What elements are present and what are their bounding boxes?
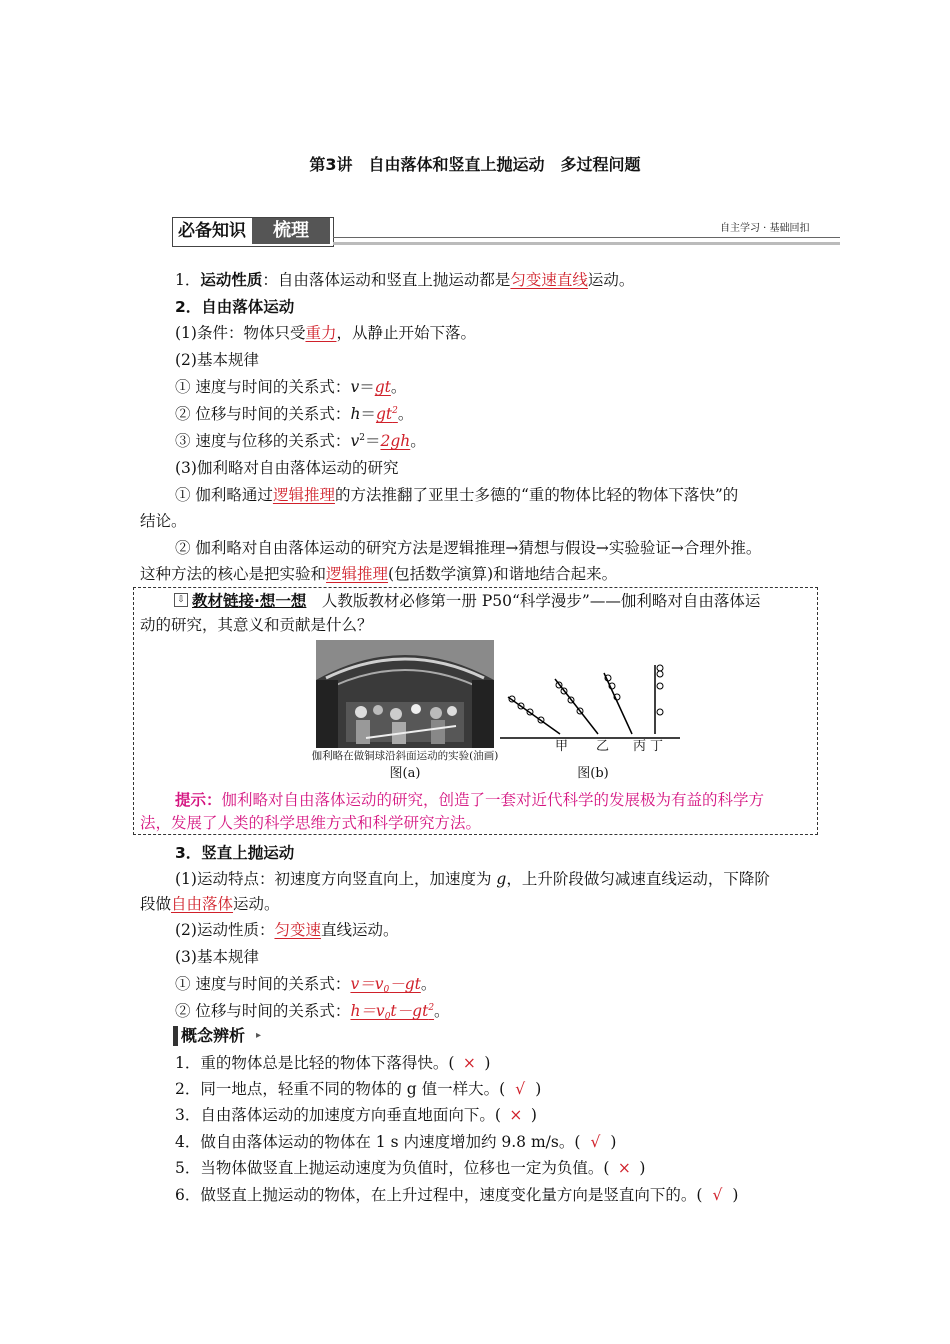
incline-diagram: [500, 655, 680, 740]
section-banner: [172, 217, 840, 247]
box-text-2: 动的研究，其意义和贡献是什么？: [140, 616, 373, 634]
box-text-1: 教材链接·想一想 人教版教材必修第一册 P50“科学漫步”——伽利略对自由落体运: [192, 592, 761, 610]
item-2-1: (1)条件：物体只受重力，从静止开始下落。: [175, 324, 476, 342]
galileo-1: ① 伽利略通过逻辑推理的方法推翻了亚里士多德的“重的物体比轻的物体下落快”的: [175, 486, 739, 504]
hint-line-1: 提示：伽利略对自由落体运动的研究，创造了一套对近代科学的发展极为有益的科学方: [175, 791, 765, 809]
incline-label-4: 丁: [650, 739, 664, 754]
banner-right-text: 自主学习 · 基础回扣: [720, 223, 810, 234]
galileo-2: ② 伽利略对自由落体运动的研究方法是逻辑推理→猜想与假设→实验验证→合理外推。: [175, 539, 762, 557]
hint-line-2: 法，发展了人类的科学思维方式和科学研究方法。: [140, 814, 482, 832]
incline-label-3: 丙: [633, 739, 647, 754]
formula-v-gt: ① 速度与时间的关系式：v＝gt。: [175, 378, 407, 396]
item-3-2: (2)运动性质：匀变速直线运动。: [175, 921, 399, 939]
banner-label: 必备知识: [178, 221, 246, 241]
down-arrow-icon: ⇩: [174, 593, 188, 607]
item-3-1: (1)运动特点：初速度方向竖直向上，加速度为 g，上升阶段做匀减速直线运动，下降阶: [175, 870, 770, 888]
item-2-heading: 2．自由落体运动: [175, 298, 295, 316]
painting-caption: 伽利略在做铜球沿斜面运动的实验(油画): [311, 750, 499, 762]
incline-label-2: 乙: [596, 739, 610, 754]
concept-item: 1．重的物体总是比轻的物体下落得快。( × ): [175, 1054, 491, 1072]
fig-a-label: 图(a): [389, 766, 421, 781]
formula-v2-2gh: ③ 速度与位移的关系式：$v^2=2gh$。: [175, 432, 426, 450]
item-3-3: (3)基本规律: [175, 948, 259, 966]
item-3-heading: 3．竖直上抛运动: [175, 844, 295, 862]
formula-v-v0-gt: ① 速度与时间的关系式：$v=v_0-gt$。: [175, 975, 437, 995]
concept-item: 3．自由落体运动的加速度方向垂直地面向下。( × ): [175, 1106, 537, 1124]
item-3-1-cont: 段做自由落体运动。: [140, 895, 280, 913]
play-icon: ▸: [256, 1030, 262, 1041]
item-2-2: (2)基本规律: [175, 351, 259, 369]
concept-item: 2．同一地点，轻重不同的物体的 g 值一样大。( √ ): [175, 1080, 542, 1098]
banner-label-highlight: 梳理: [252, 218, 330, 244]
concept-title: 概念辨析: [181, 1026, 246, 1045]
formula-h-v0t-gt2: ② 位移与时间的关系式：$h=v_0t-gt^2$。: [175, 1002, 450, 1022]
item-2-3: (3)伽利略对自由落体运动的研究: [175, 459, 399, 477]
fig-b-label: 图(b): [577, 766, 609, 781]
item-1: 1．运动性质：自由落体运动和竖直上抛运动都是匀变速直线运动。: [175, 271, 635, 289]
galileo-2-cont: 这种方法的核心是把实验和逻辑推理(包括数学演算)和谐地结合起来。: [140, 565, 618, 583]
formula-h-gt2: ② 位移与时间的关系式：$h=gt^2$。: [175, 405, 414, 423]
page-title: 第3讲 自由落体和竖直上抛运动 多过程问题: [309, 155, 641, 174]
concept-item: 6．做竖直上抛运动的物体，在上升过程中，速度变化量方向是竖直向下的。( √ ): [175, 1186, 739, 1204]
concept-item: 4．做自由落体运动的物体在 1 s 内速度增加约 9.8 m/s。( √ ): [175, 1133, 617, 1151]
concept-item: 5．当物体做竖直上抛运动速度为负值时，位移也一定为负值。( × ): [175, 1159, 646, 1177]
galileo-painting: [316, 640, 494, 748]
incline-label-1: 甲: [555, 739, 569, 754]
galileo-1-cont: 结论。: [140, 512, 187, 530]
